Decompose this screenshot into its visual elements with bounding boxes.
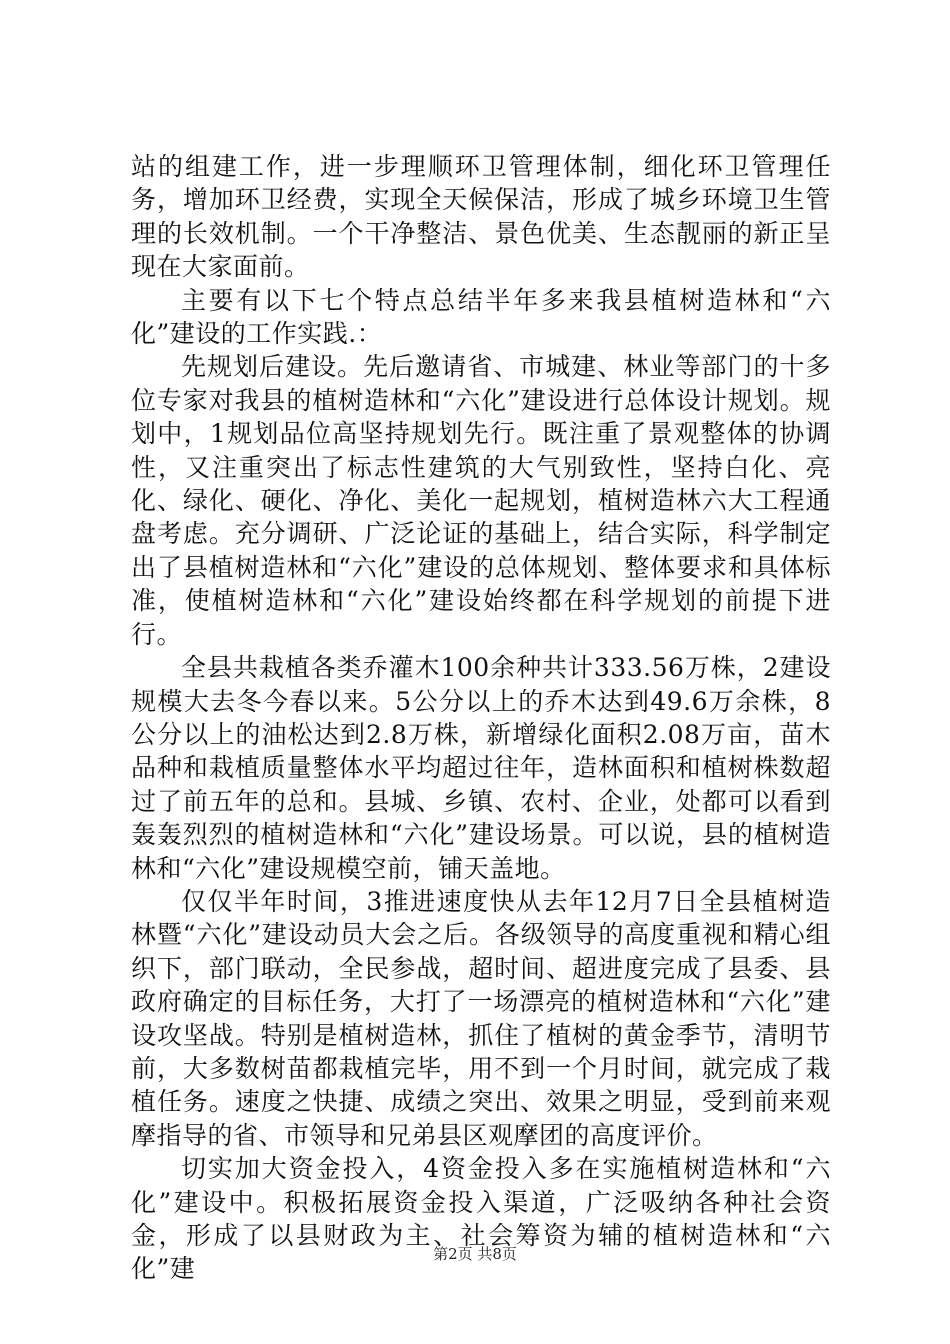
paragraph-intro: 主要有以下七个特点总结半年多来我县植树造林和“六化”建设的工作实践.：	[131, 285, 831, 349]
paragraph-continued: 站的组建工作，进一步理顺环卫管理体制，细化环卫管理任务，增加环卫经费，实现全天候保洁，形成了城乡环境卫生管理的长效机制。一个干净整洁、景色优美、生态靓丽的新正呈现在大家面前。	[131, 152, 831, 282]
page-footer	[0, 1244, 950, 1264]
document-body	[131, 150, 831, 1286]
page-number-label: 第2页 共8页	[433, 1245, 517, 1263]
paragraph-scale: 全县共栽植各类乔灌木100余种共计333.56万株，2建设规模大去冬今春以来。5公分以上的乔木达到49.6万余株，8公分以上的油松达到2.8万株，新增绿化面积2.08万亩，苗木品种和栽植质量整体水平均超过往年，造林面积和植树株数超过了前五年的总和。县城、乡镇、农村、企业，处都可以看到轰轰烈烈的植树造林和“六化”建设场景。可以说，县的植树造林和“六化”建设规模空前，铺天盖地。	[131, 653, 831, 883]
paragraph-speed: 仅仅半年时间，3推进速度快从去年12月7日全县植树造林暨“六化”建设动员大会之后。各级领导的高度重视和精心组织下，部门联动，全民参战，超时间、超进度完成了县委、县政府确定的目标任务，大打了一场漂亮的植树造林和“六化”建设攻坚战。特别是植树造林，抓住了植树的黄金季节，清明节前，大多数树苗都栽植完毕，用不到一个月时间，就完成了栽植任务。速度之快捷、成绩之突出、效果之明显，受到前来观摩指导的省、市领导和兄弟县区观摩团的高度评价。	[131, 886, 831, 1150]
paragraph-planning: 先规划后建设。先后邀请省、市城建、林业等部门的十多位专家对我县的植树造林和“六化”建设进行总体设计规划。规划中，1规划品位高坚持规划先行。既注重了景观整体的协调性，又注重突出了标志性建筑的大气别致性，坚持白化、亮化、绿化、硬化、净化、美化一起规划，植树造林六大工程通盘考虑。充分调研、广泛论证的基础上，结合实际，科学制定出了县植树造林和“六化”建设的总体规划、整体要求和具体标准，使植树造林和“六化”建设始终都在科学规划的前提下进行。	[131, 352, 831, 649]
paragraph-funding: 切实加大资金投入，4资金投入多在实施植树造林和“六化”建设中。积极拓展资金投入渠道，广泛吸纳各种社会资金，形成了以县财政为主、社会筹资为辅的植树造林和“六化”建	[131, 1154, 831, 1284]
